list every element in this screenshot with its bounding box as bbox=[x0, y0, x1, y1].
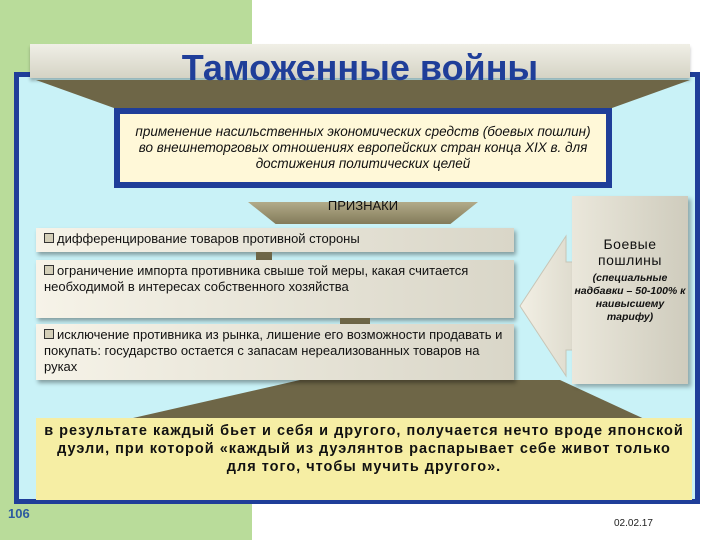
definition-text: применение насильственных экономических средств (боевых пошлин) во внешнеторговых отношениях европейских стран конца XIX в. для достижения политических целей bbox=[135, 124, 591, 171]
sign-text: ограничение импорта противника свыше той меры, какая считается необходимой в интересах собственного хозяйства bbox=[44, 263, 469, 294]
page-title: Таможенные войны bbox=[181, 47, 539, 88]
sign-text: исключение противника из рынка, лишение его возможности продавать и покупать: государство остается с запасам нереализованных товаров на руках bbox=[44, 327, 503, 374]
date-stamp: 02.02.17 bbox=[614, 518, 653, 529]
sign-text: дифференцирование товаров противной стороны bbox=[57, 231, 360, 246]
result-text: в результате каждый бьет и себя и другого, получается нечто вроде японской дуэли, при которой «каждый из дуэлянтов распарывает себе живот только для того, чтобы мучить другого». bbox=[44, 423, 684, 475]
page-number: 106 bbox=[8, 506, 30, 521]
side-box bbox=[572, 196, 688, 384]
signs-header: ПРИЗНАКИ bbox=[327, 198, 399, 213]
side-box-title: Боевые пошлины bbox=[598, 236, 662, 268]
side-box-note: (специальные надбавки – 50-100% к наивысшему тарифу) bbox=[574, 272, 686, 323]
